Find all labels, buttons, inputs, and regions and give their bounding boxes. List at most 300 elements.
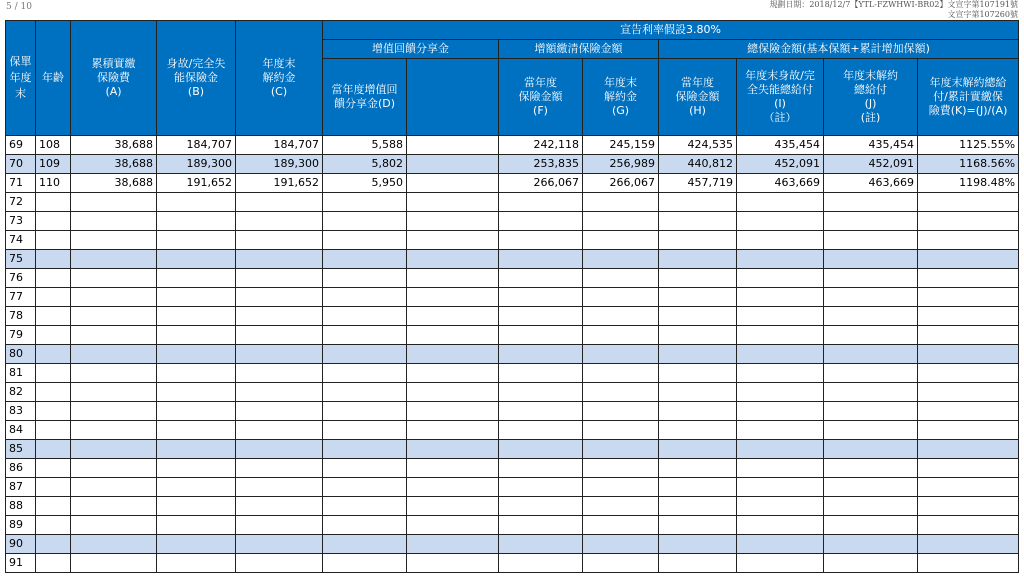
table-row	[6, 440, 1019, 459]
table-cell-f	[499, 421, 583, 440]
table-cell-h	[659, 535, 737, 554]
table-row	[6, 345, 1019, 364]
table-cell-c	[236, 269, 323, 288]
table-cell-a	[71, 288, 157, 307]
table-cell-year: 81	[6, 364, 36, 383]
table-cell-e	[407, 345, 499, 364]
table-cell-e	[407, 212, 499, 231]
table-cell-a	[71, 516, 157, 535]
document-reference	[769, 0, 1018, 20]
table-cell-b: 189,300	[157, 155, 236, 174]
table-cell-f	[499, 193, 583, 212]
table-cell-b	[157, 535, 236, 554]
table-cell-k	[918, 212, 1019, 231]
table-cell-c	[236, 288, 323, 307]
table-cell-g: 256,989	[583, 155, 659, 174]
table-cell-k	[918, 478, 1019, 497]
col-header-e	[407, 59, 499, 136]
table-row	[6, 288, 1019, 307]
table-cell-f	[499, 250, 583, 269]
table-cell-age: 108	[36, 136, 71, 155]
col-header-g: 年度末 解約金 (G)	[583, 59, 659, 136]
table-cell-j: 463,669	[824, 174, 918, 193]
table-cell-k	[918, 516, 1019, 535]
table-cell-age	[36, 326, 71, 345]
table-cell-a	[71, 478, 157, 497]
table-cell-age	[36, 440, 71, 459]
table-cell-h: 424,535	[659, 136, 737, 155]
col-header-h: 當年度 保險金額 (H)	[659, 59, 737, 136]
table-cell-g	[583, 554, 659, 573]
table-cell-e	[407, 421, 499, 440]
table-cell-e	[407, 231, 499, 250]
table-row	[6, 307, 1019, 326]
table-cell-k	[918, 231, 1019, 250]
table-cell-b: 191,652	[157, 174, 236, 193]
table-cell-h: 457,719	[659, 174, 737, 193]
table-cell-f	[499, 402, 583, 421]
table-cell-a	[71, 402, 157, 421]
table-cell-g	[583, 288, 659, 307]
table-cell-f	[499, 307, 583, 326]
table-cell-f	[499, 364, 583, 383]
table-cell-k	[918, 193, 1019, 212]
table-cell-f	[499, 478, 583, 497]
table-cell-k: 1125.55%	[918, 136, 1019, 155]
table-row	[6, 155, 1019, 174]
table-cell-g	[583, 535, 659, 554]
table-cell-e	[407, 269, 499, 288]
table-cell-e	[407, 193, 499, 212]
table-cell-j	[824, 307, 918, 326]
table-cell-k	[918, 497, 1019, 516]
table-cell-a	[71, 193, 157, 212]
table-cell-e	[407, 402, 499, 421]
table-cell-d	[323, 554, 407, 573]
table-cell-a	[71, 440, 157, 459]
table-cell-h	[659, 212, 737, 231]
page-number: 5 / 10	[6, 2, 32, 12]
table-cell-c	[236, 554, 323, 573]
table-cell-d	[323, 193, 407, 212]
table-cell-c	[236, 326, 323, 345]
table-cell-f	[499, 497, 583, 516]
table-cell-age	[36, 250, 71, 269]
table-cell-d	[323, 364, 407, 383]
table-cell-j	[824, 250, 918, 269]
table-cell-b	[157, 554, 236, 573]
table-row	[6, 478, 1019, 497]
table-cell-i	[737, 554, 824, 573]
table-cell-i: 463,669	[737, 174, 824, 193]
table-cell-j	[824, 402, 918, 421]
table-cell-b	[157, 516, 236, 535]
table-cell-j	[824, 535, 918, 554]
table-cell-year: 73	[6, 212, 36, 231]
table-cell-g	[583, 307, 659, 326]
table-cell-a	[71, 345, 157, 364]
table-cell-c	[236, 478, 323, 497]
table-cell-f	[499, 535, 583, 554]
table-cell-c: 184,707	[236, 136, 323, 155]
table-cell-a: 38,688	[71, 136, 157, 155]
table-cell-b	[157, 212, 236, 231]
table-cell-k	[918, 345, 1019, 364]
table-cell-year: 87	[6, 478, 36, 497]
table-cell-year: 76	[6, 269, 36, 288]
table-cell-d	[323, 478, 407, 497]
table-cell-age	[36, 383, 71, 402]
col-header-b: 身故/完全失 能保險金 (B)	[157, 21, 236, 136]
table-cell-k	[918, 554, 1019, 573]
table-cell-e	[407, 288, 499, 307]
table-cell-h	[659, 326, 737, 345]
table-cell-c	[236, 535, 323, 554]
table-cell-i	[737, 326, 824, 345]
table-cell-b	[157, 345, 236, 364]
table-cell-b	[157, 421, 236, 440]
table-cell-g	[583, 193, 659, 212]
table-cell-a	[71, 269, 157, 288]
table-cell-c	[236, 345, 323, 364]
table-cell-h	[659, 497, 737, 516]
table-cell-f: 266,067	[499, 174, 583, 193]
table-cell-e	[407, 554, 499, 573]
table-cell-d: 5,950	[323, 174, 407, 193]
table-cell-g	[583, 326, 659, 345]
table-cell-year: 71	[6, 174, 36, 193]
table-cell-c	[236, 307, 323, 326]
table-cell-d	[323, 250, 407, 269]
table-cell-b	[157, 193, 236, 212]
table-cell-age	[36, 231, 71, 250]
col-header-total-group: 總保險金額(基本保額+累計增加保額)	[659, 40, 1019, 59]
table-cell-age	[36, 478, 71, 497]
table-cell-j	[824, 231, 918, 250]
table-cell-c	[236, 459, 323, 478]
table-cell-b	[157, 383, 236, 402]
table-cell-b	[157, 478, 236, 497]
table-cell-g: 245,159	[583, 136, 659, 155]
table-row	[6, 212, 1019, 231]
table-cell-g	[583, 459, 659, 478]
table-cell-e	[407, 440, 499, 459]
table-cell-g	[583, 478, 659, 497]
table-cell-h	[659, 440, 737, 459]
col-header-k: 年度末解約總給 付/累計實繳保 險費(K)=(J)/(A)	[918, 59, 1019, 136]
table-cell-year: 70	[6, 155, 36, 174]
table-row	[6, 269, 1019, 288]
table-cell-a	[71, 497, 157, 516]
table-cell-age	[36, 497, 71, 516]
table-cell-k	[918, 307, 1019, 326]
table-cell-year: 91	[6, 554, 36, 573]
table-cell-i	[737, 307, 824, 326]
table-cell-b	[157, 459, 236, 478]
table-cell-d	[323, 421, 407, 440]
table-cell-i	[737, 193, 824, 212]
table-cell-age	[36, 516, 71, 535]
table-cell-j	[824, 269, 918, 288]
table-cell-f	[499, 231, 583, 250]
table-cell-k	[918, 402, 1019, 421]
table-cell-a	[71, 459, 157, 478]
table-cell-i	[737, 269, 824, 288]
table-cell-g	[583, 269, 659, 288]
table-cell-a	[71, 250, 157, 269]
table-cell-d	[323, 269, 407, 288]
table-cell-d	[323, 326, 407, 345]
table-cell-f	[499, 269, 583, 288]
table-cell-year: 77	[6, 288, 36, 307]
table-row	[6, 497, 1019, 516]
table-cell-year: 86	[6, 459, 36, 478]
table-cell-j	[824, 440, 918, 459]
table-cell-g	[583, 497, 659, 516]
table-cell-h	[659, 459, 737, 478]
table-cell-age	[36, 421, 71, 440]
table-row	[6, 231, 1019, 250]
col-header-c: 年度末 解約金 (C)	[236, 21, 323, 136]
table-cell-age: 109	[36, 155, 71, 174]
table-cell-h	[659, 307, 737, 326]
table-cell-d	[323, 288, 407, 307]
table-cell-age	[36, 535, 71, 554]
table-row	[6, 383, 1019, 402]
table-cell-c	[236, 421, 323, 440]
table-cell-d	[323, 212, 407, 231]
table-cell-j	[824, 212, 918, 231]
col-header-j: 年度末解約 總給付 (J) (註)	[824, 59, 918, 136]
table-cell-j	[824, 345, 918, 364]
table-cell-d	[323, 535, 407, 554]
table-row	[6, 535, 1019, 554]
table-cell-age	[36, 364, 71, 383]
table-cell-g	[583, 212, 659, 231]
table-cell-e	[407, 535, 499, 554]
table-cell-k	[918, 326, 1019, 345]
col-header-declared-rate: 宣告利率假設3.80%	[323, 21, 1019, 40]
table-cell-k	[918, 250, 1019, 269]
table-cell-d: 5,802	[323, 155, 407, 174]
table-row	[6, 516, 1019, 535]
table-row	[6, 174, 1019, 193]
table-cell-k	[918, 459, 1019, 478]
table-body	[6, 136, 1019, 573]
table-cell-d	[323, 402, 407, 421]
table-cell-h	[659, 421, 737, 440]
table-cell-age	[36, 193, 71, 212]
table-cell-e	[407, 326, 499, 345]
table-cell-j: 435,454	[824, 136, 918, 155]
table-cell-year: 90	[6, 535, 36, 554]
table-cell-c	[236, 383, 323, 402]
table-row	[6, 193, 1019, 212]
table-cell-a	[71, 326, 157, 345]
table-cell-c	[236, 250, 323, 269]
table-cell-b	[157, 269, 236, 288]
col-header-f: 當年度 保險金額 (F)	[499, 59, 583, 136]
table-cell-a	[71, 383, 157, 402]
table-cell-i	[737, 364, 824, 383]
table-cell-k	[918, 535, 1019, 554]
table-cell-year: 69	[6, 136, 36, 155]
table-cell-j	[824, 421, 918, 440]
table-cell-year: 79	[6, 326, 36, 345]
table-cell-f	[499, 440, 583, 459]
table-cell-h	[659, 269, 737, 288]
table-cell-h	[659, 383, 737, 402]
table-cell-f	[499, 345, 583, 364]
table-cell-e	[407, 459, 499, 478]
table-cell-d	[323, 383, 407, 402]
table-cell-age	[36, 269, 71, 288]
table-cell-f	[499, 288, 583, 307]
table-cell-j	[824, 516, 918, 535]
table-cell-i	[737, 459, 824, 478]
table-cell-k	[918, 440, 1019, 459]
table-cell-k	[918, 269, 1019, 288]
table-cell-b	[157, 440, 236, 459]
table-cell-i	[737, 535, 824, 554]
table-cell-i	[737, 212, 824, 231]
table-cell-b	[157, 497, 236, 516]
table-cell-i	[737, 383, 824, 402]
table-cell-year: 72	[6, 193, 36, 212]
table-cell-e	[407, 155, 499, 174]
col-header-i: 年度末身故/完 全失能總給付 (I) （註）	[737, 59, 824, 136]
table-cell-f	[499, 326, 583, 345]
table-cell-d	[323, 345, 407, 364]
table-cell-c	[236, 516, 323, 535]
table-cell-age	[36, 307, 71, 326]
table-cell-age	[36, 402, 71, 421]
table-cell-year: 74	[6, 231, 36, 250]
col-header-dividend-group: 增值回饋分享金	[323, 40, 499, 59]
table-cell-d: 5,588	[323, 136, 407, 155]
table-cell-i	[737, 516, 824, 535]
table-cell-e	[407, 136, 499, 155]
table-cell-c	[236, 212, 323, 231]
table-cell-b	[157, 231, 236, 250]
table-cell-year: 89	[6, 516, 36, 535]
table-row	[6, 326, 1019, 345]
table-cell-j	[824, 459, 918, 478]
table-cell-year: 82	[6, 383, 36, 402]
table-cell-i	[737, 421, 824, 440]
table-cell-g	[583, 345, 659, 364]
table-cell-g	[583, 516, 659, 535]
table-cell-a: 38,688	[71, 174, 157, 193]
table-row	[6, 402, 1019, 421]
table-cell-year: 83	[6, 402, 36, 421]
table-cell-i	[737, 402, 824, 421]
table-cell-h	[659, 288, 737, 307]
table-cell-d	[323, 440, 407, 459]
table-cell-e	[407, 383, 499, 402]
table-cell-year: 78	[6, 307, 36, 326]
col-header-a: 累積實繳 保險費 (A)	[71, 21, 157, 136]
table-cell-b	[157, 364, 236, 383]
table-cell-k: 1198.48%	[918, 174, 1019, 193]
table-cell-c	[236, 497, 323, 516]
table-cell-e	[407, 364, 499, 383]
table-cell-d	[323, 231, 407, 250]
table-cell-b	[157, 288, 236, 307]
table-cell-c	[236, 402, 323, 421]
table-cell-j	[824, 288, 918, 307]
table-cell-f	[499, 516, 583, 535]
table-cell-k	[918, 421, 1019, 440]
table-row	[6, 250, 1019, 269]
table-cell-a	[71, 212, 157, 231]
table-cell-g	[583, 440, 659, 459]
table-cell-c	[236, 364, 323, 383]
table-cell-i: 452,091	[737, 155, 824, 174]
table-cell-i	[737, 478, 824, 497]
table-cell-d	[323, 307, 407, 326]
table-cell-i	[737, 231, 824, 250]
table-cell-h	[659, 345, 737, 364]
table-cell-b	[157, 250, 236, 269]
table-cell-g	[583, 364, 659, 383]
reference-line-2: 文宣字第107260號	[947, 10, 1018, 19]
table-cell-e	[407, 497, 499, 516]
table-cell-g	[583, 383, 659, 402]
table-cell-i	[737, 345, 824, 364]
table-cell-age	[36, 554, 71, 573]
table-cell-d	[323, 497, 407, 516]
table-cell-e	[407, 516, 499, 535]
table-cell-age	[36, 288, 71, 307]
table-cell-j	[824, 478, 918, 497]
table-cell-a	[71, 307, 157, 326]
table-cell-f	[499, 212, 583, 231]
col-header-paidup-group: 增額繳清保險金額	[499, 40, 659, 59]
table-cell-age	[36, 345, 71, 364]
table-cell-i	[737, 250, 824, 269]
table-cell-j	[824, 326, 918, 345]
table-cell-e	[407, 307, 499, 326]
table-cell-j	[824, 383, 918, 402]
table-cell-h	[659, 364, 737, 383]
table-cell-g	[583, 250, 659, 269]
table-cell-f	[499, 459, 583, 478]
table-cell-j	[824, 364, 918, 383]
table-row	[6, 421, 1019, 440]
table-cell-g	[583, 402, 659, 421]
table-cell-j	[824, 497, 918, 516]
table-cell-c	[236, 231, 323, 250]
table-cell-age	[36, 212, 71, 231]
illustration-table	[5, 20, 1019, 573]
col-header-d: 當年度增值回 饋分享金(D)	[323, 59, 407, 136]
table-cell-a	[71, 554, 157, 573]
table-cell-k: 1168.56%	[918, 155, 1019, 174]
table-cell-c	[236, 440, 323, 459]
table-cell-d	[323, 516, 407, 535]
table-cell-h	[659, 193, 737, 212]
table-cell-k	[918, 364, 1019, 383]
table-cell-h	[659, 516, 737, 535]
table-cell-a	[71, 535, 157, 554]
table-cell-year: 84	[6, 421, 36, 440]
table-cell-age	[36, 459, 71, 478]
table-cell-year: 75	[6, 250, 36, 269]
table-cell-f: 253,835	[499, 155, 583, 174]
table-cell-h	[659, 402, 737, 421]
table-cell-h	[659, 231, 737, 250]
